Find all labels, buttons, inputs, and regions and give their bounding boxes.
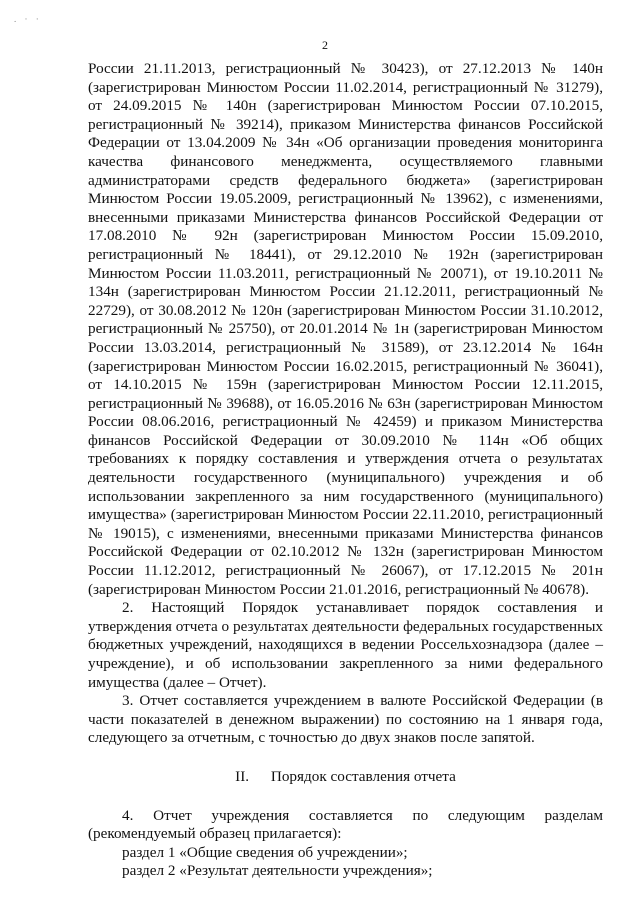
page-number: 2: [322, 38, 328, 52]
paragraph-4: 4. Отчет учреждения составляется по следующим разделам (рекомендуемый образец прилагается):: [88, 806, 603, 843]
document-body: [88, 60, 603, 881]
section-title: Порядок составления отчета: [270, 767, 456, 785]
section-heading: [88, 768, 603, 787]
paragraph-3: 3. Отчет составляется учреждением в валюте Российской Федерации (в части показателей в денежном выражении) по состоянию на 1 января года, следующего за отчетным, с точностью до двух знаков после запятой.: [88, 692, 603, 747]
intro-paragraph: России 21.11.2013, регистрационный № 30423), от 27.12.2013 № 140н (зарегистрирован Минюстом России 11.02.2014, регистрационный № 31279), от 24.09.2015 № 140н (зарегистрирован Минюстом России 07.10.2015, регистрационный № 39214), приказом Министерства финансов Российской Федерации от 13.04.2009 № 34н «Об организации проведения мониторинга качества финансового менеджмента, осуществляемого главными администраторами средств федерального бюджета» (зарегистрирован Минюстом России 19.05.2009, регистрационный № 13962), с изменениями, внесенными приказами Министерства финансов Российской Федерации от 17.08.2010 № 92н (зарегистрирован Минюстом России 15.09.2010, регистрационный № 18441), от 29.12.2010 № 192н (зарегистрирован Минюстом России 11.03.2011, регистрационный № 20071), от 19.10.2011 № 134н (зарегистрирован Минюстом России 21.12.2011, регистрационный № 22729), от 30.08.2012 № 120н (зарегистрирован Минюстом России 31.10.2012, регистрационный № 25750), от 20.01.2014 № 1н (зарегистрирован Минюстом России 13.03.2014, регистрационный № 31589), от 23.12.2014 № 164н (зарегистрирован Минюстом России 16.02.2015, регистрационный № 36041), от 14.10.2015 № 159н (зарегистрирован Минюстом России 12.11.2015, регистрационный № 39688), от 16.05.2016 № 63н (зарегистрирован Минюстом России 08.06.2016, регистрационный № 42459) и приказом Министерства финансов Российской Федерации от 30.09.2010 № 114н «Об общих требованиях к порядку составления и утверждения отчета о результатах деятельности государственного (муниципального) учреждения и об использовании закрепленного за ним государственного (муниципального) имущества» (зарегистрирован Минюстом России 22.11.2010, регистрационный № 19015), с изменениями, внесенными приказами Министерства финансов Российской Федерации от 02.10.2012 № 132н (зарегистрирован Минюстом России 11.12.2012, регистрационный № 26067), от 17.12.2015 № 201н (зарегистрирован Минюстом России 21.01.2016, регистрационный № 40678).: [88, 60, 603, 598]
scan-marks: . · ·: [14, 14, 42, 24]
list-item-section-2: раздел 2 «Результат деятельности учреждения»;: [122, 862, 433, 880]
section-number: II.: [235, 767, 250, 785]
list-item-section-1: раздел 1 «Общие сведения об учреждении»;: [122, 843, 408, 861]
paragraph-2: 2. Настоящий Порядок устанавливает порядок составления и утверждения отчета о результатах деятельности федеральных государственных бюджетных учреждений, находящихся в ведении Россельхознадзора (далее – учреждение), и об использовании закрепленного за ними федерального имущества (далее – Отчет).: [88, 599, 603, 691]
